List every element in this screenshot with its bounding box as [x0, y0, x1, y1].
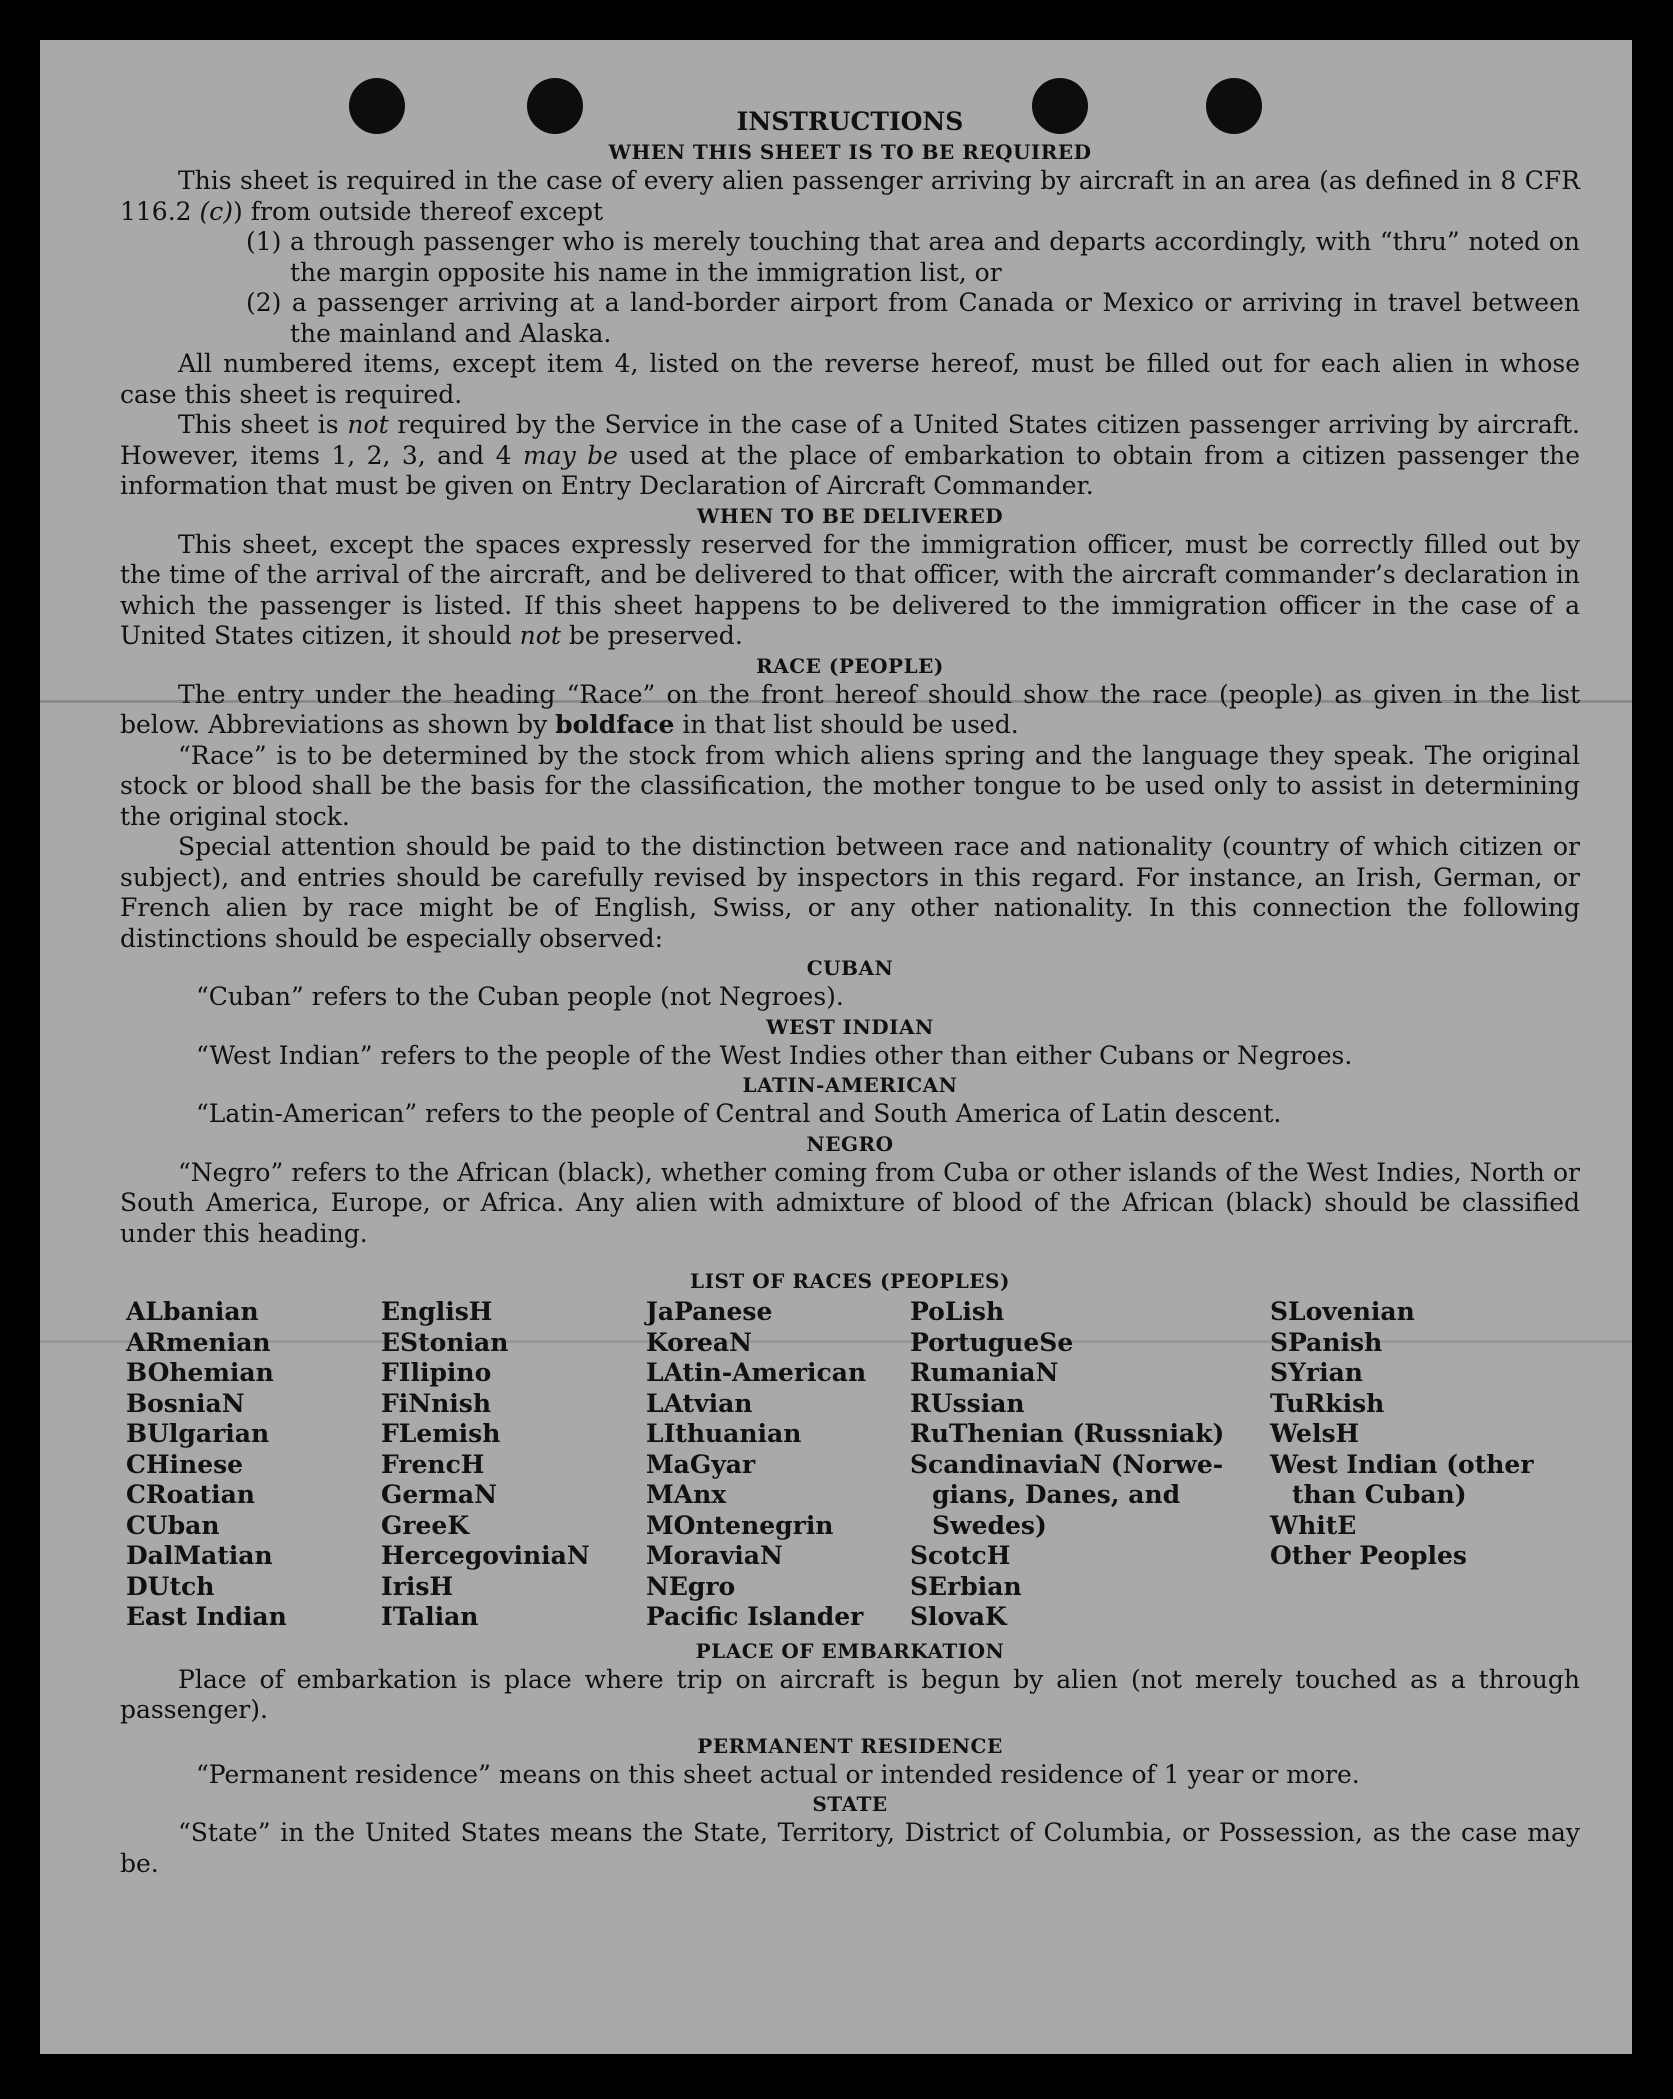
races-list [120, 1297, 1580, 1633]
race-entry: RumaniaN [910, 1358, 1059, 1387]
race-entry-continued: Swedes) [932, 1510, 1047, 1540]
race-entry: MAnx [646, 1480, 727, 1509]
race-entry: Other Peoples [1270, 1541, 1467, 1570]
race-entry: Pacific Islander [646, 1602, 864, 1631]
race-entry: HercegoviniaN [381, 1541, 590, 1570]
delivered-paragraph: This sheet, except the spaces expressly reserved for the immigration officer, must be correctly filled out by the time of the arrival of the aircraft, and be delivered to that officer, with the aircraft commander’s declaration in which the passenger is listed. If this sheet happens to be delivered to the immigration officer in the case of a United States citizen, it should not be preserved. [120, 529, 1580, 650]
race-entry: IrisH [381, 1571, 454, 1601]
required-intro: This sheet is required in the case of every alien passenger arriving by aircraft in an area (as defined in 8 CFR 116.2 (c)) from outside thereof except [120, 166, 1580, 226]
race-entry: FrencH [381, 1449, 485, 1479]
latin-american-text: “Latin-American” refers to the people of Central and South America of Latin descent. [196, 1099, 1282, 1128]
heading-negro: NEGRO [806, 1131, 894, 1156]
exception-item-2: (2) a passenger arriving at a land-border airport from Canada or Mexico or arriving in travel between the mainland and Alaska. [246, 288, 1580, 348]
race-entry: ARmenian [126, 1327, 271, 1357]
race-entry: SLovenian [1270, 1297, 1415, 1326]
race-entry: EnglisH [381, 1297, 493, 1326]
races-column-1 [126, 1297, 381, 1633]
heading-state: STATE [812, 1792, 888, 1816]
race-entry: GermaN [381, 1480, 497, 1509]
race-entry: ITalian [381, 1602, 479, 1631]
race-paragraph-2: “Race” is to be determined by the stock from which aliens spring and the language they speak. The original stock or blood shall be the basis for the classification, the mother tongue to be used only to assist in determining the original stock. [120, 740, 1580, 831]
page-title: INSTRUCTIONS [736, 107, 964, 136]
race-entry: WhitE [1270, 1510, 1357, 1540]
race-entry: DalMatian [126, 1541, 273, 1570]
negro-text: “Negro” refers to the African (black), whether coming from Cuba or other islands of the West Indies, North or South America, Europe, or Africa. Any alien with admixture of blood of the African (black) should be classified under this heading. [120, 1157, 1580, 1248]
race-entry: SErbian [910, 1571, 1022, 1601]
race-entry: JaPanese [646, 1297, 773, 1326]
race-entry: MoraviaN [646, 1541, 783, 1570]
race-entry: MOntenegrin [646, 1510, 834, 1540]
heading-cuban: CUBAN [806, 956, 894, 980]
heading-latin-american: LATIN-AMERICAN [742, 1073, 958, 1097]
cuban-text: “Cuban” refers to the Cuban people (not Negroes). [196, 982, 844, 1011]
race-entry: SlovaK [910, 1602, 1007, 1631]
heading-embarkation: PLACE OF EMBARKATION [695, 1638, 1005, 1663]
race-entry: BUlgarian [126, 1419, 270, 1448]
heading-race: RACE (PEOPLE) [756, 653, 944, 678]
race-paragraph-1: The entry under the heading “Race” on the front hereof should show the race (people) as given in the list below. Abbreviations as shown by boldface in that list should be used. [120, 679, 1580, 739]
race-entry: FiNnish [381, 1388, 492, 1418]
race-entry: RuThenian (Russniak) [910, 1419, 1225, 1448]
race-entry: CHinese [126, 1449, 244, 1479]
races-column-2 [381, 1297, 646, 1633]
race-entry: ALbanian [126, 1297, 259, 1326]
heading-west-indian: WEST INDIAN [766, 1014, 934, 1039]
race-entry: BosniaN [126, 1388, 245, 1418]
race-entry: LAtvian [646, 1388, 753, 1418]
heading-when-delivered: WHEN TO BE DELIVERED [696, 503, 1004, 528]
heading-permanent-residence: PERMANENT RESIDENCE [697, 1733, 1003, 1758]
race-entry-continued: than Cuban) [1292, 1480, 1467, 1509]
race-entry-continued: gians, Danes, and [932, 1480, 1181, 1509]
west-indian-text: “West Indian” refers to the people of the West Indies other than either Cubans or Negroes. [196, 1040, 1353, 1070]
race-paragraph-3: Special attention should be paid to the distinction between race and nationality (country of which citizen or subject), and entries should be carefully revised by inspectors in this regard. For instance, an Irish, German, or French alien by race might be of English, Swiss, or any other nationality. In this connection the following distinctions should be especially observed: [120, 832, 1580, 953]
document-page [40, 40, 1632, 2054]
exception-item-1: (1) a through passenger who is merely touching that area and departs accordingly, with “thru” noted on the margin opposite his name in the immigration list, or [246, 227, 1580, 287]
race-entry: GreeK [381, 1510, 470, 1540]
race-entry: SPanish [1270, 1327, 1383, 1357]
race-entry: MaGyar [646, 1449, 756, 1479]
race-entry: PortugueSe [910, 1327, 1074, 1357]
race-entry: RUssian [910, 1388, 1025, 1418]
race-entry: DUtch [126, 1571, 215, 1601]
numbered-items-paragraph: All numbered items, except item 4, listed on the reverse hereof, must be filled out for each alien in whose case this sheet is required. [120, 349, 1580, 409]
race-entry: ScotcH [910, 1541, 1011, 1570]
heading-list-of-races: LIST OF RACES (PEOPLES) [690, 1269, 1010, 1293]
instructions-body [120, 106, 1580, 1879]
race-entry: LIthuanian [646, 1419, 802, 1448]
race-entry: KoreaN [646, 1327, 752, 1357]
races-column-3 [646, 1297, 910, 1633]
races-column-5 [1270, 1297, 1550, 1633]
race-entry: FIlipino [381, 1358, 492, 1387]
race-entry: TuRkish [1270, 1388, 1385, 1418]
race-entry: CUban [126, 1510, 220, 1540]
race-entry: CRoatian [126, 1480, 255, 1509]
race-entry: EStonian [381, 1327, 509, 1357]
race-entry: ScandinaviaN (Norwe- [910, 1449, 1224, 1479]
embarkation-text: Place of embarkation is place where trip on aircraft is begun by alien (not merely touched as a through passenger). [120, 1664, 1580, 1724]
race-entry: WelsH [1270, 1419, 1360, 1448]
citizen-paragraph: This sheet is not required by the Service in the case of a United States citizen passenger arriving by aircraft. However, items 1, 2, 3, and 4 may be used at the place of embarkation to obtain from a citizen passenger the information that must be given on Entry Declaration of Aircraft Commander. [120, 410, 1581, 500]
races-column-4 [910, 1297, 1270, 1633]
race-entry: FLemish [381, 1419, 501, 1448]
race-entry: PoLish [910, 1297, 1005, 1326]
permanent-residence-text: “Permanent residence” means on this sheet actual or intended residence of 1 year or more. [196, 1759, 1360, 1789]
race-entry: SYrian [1270, 1358, 1363, 1387]
race-entry: BOhemian [126, 1358, 274, 1387]
state-text: “State” in the United States means the State, Territory, District of Columbia, or Possession, as the case may be. [120, 1818, 1580, 1878]
race-entry: LAtin-American [646, 1358, 867, 1387]
race-entry: East Indian [126, 1602, 287, 1631]
race-entry: NEgro [646, 1571, 736, 1601]
race-entry: West Indian (other [1270, 1449, 1534, 1479]
heading-when-required: WHEN THIS SHEET IS TO BE REQUIRED [608, 140, 1092, 164]
